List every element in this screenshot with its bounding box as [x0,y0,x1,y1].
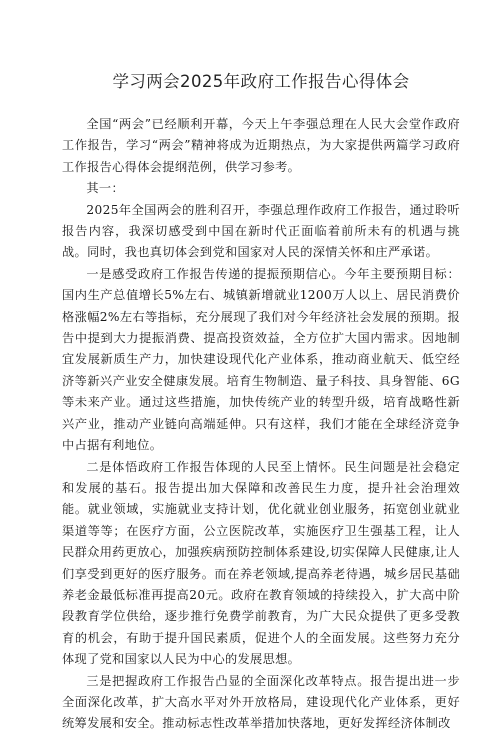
point-three-paragraph: 三是把握政府工作报告凸显的全面深化改革特点。报告提出进一步全面深化改革，扩大高水平对外开放格局，建设现代化产业体系，更好统筹发展和安全。推动标志性改革举措加快落地，更好发挥经济体制改 [62,673,460,731]
overview-paragraph: 2025年全国两会的胜利召开，李强总理作政府工作报告，通过聆听报告内容，我深切感受到中国在新时代正面临着前所未有的机遇与挑战。同时，我也真切体会到党和国家对人民的深情关怀和庄严承诺。 [62,202,460,260]
document-title: 学习两会2025年政府工作报告心得体会 [112,72,410,91]
intro-paragraph: 全国“两会”已经顺利开幕，今天上午李强总理在人民大会堂作政府工作报告，学习“两会”精神将成为近期热点，为大家提供两篇学习政府工作报告心得体会提纲范例，供学习参考。 [62,117,460,174]
section-heading-one: 其一： [86,181,125,196]
point-two-paragraph: 二是体悟政府工作报告体现的人民至上情怀。民生问题是社会稳定和发展的基石。报告提出加大保障和改善民生力度，提升社会治理效能。就业领域，实施就业支持计划，优化就业创业服务，拓宽创业就业渠道等等；在医疗方面，公立医院改革，实施医疗卫生强基工程，让人民群众用药更放心，加强疾病预防控制体系建设,切实保障人民健康,让人们享受到更好的医疗服务。而在养老领域,提高养老待遇，城乡居民基础养老金最低标准再提高20元。政府在教育领域的持续投入，扩大高中阶段教育学位供给，逐步推行免费学前教育，为广大民众提供了更多受教育的机会，有助于提升国民素质，促进个人的全面发展。这些努力充分体现了党和国家以人民为中心的发展思想。 [62,459,460,667]
point-one-paragraph: 一是感受政府工作报告传递的提振预期信心。今年主要预期目标：国内生产总值增长5%左右、城镇新增就业1200万人以上、居民消费价格涨幅2%左右等指标，充分展现了我们对今年经济社会发展的预期。报告中提到大力提振消费、提高投资效益，全方位扩大国内需求。因地制宜发展新质生产力，加快建设现代化产业体系，推动商业航天、低空经济等新兴产业安全健康发展。培育生物制造、量子科技、具身智能、6G等未来产业。通过这些措施，加快传统产业的转型升级，培育战略性新兴产业，推动产业链向高端延伸。只有这样，我们才能在全球经济竞争中占据有利地位。 [62,266,460,453]
